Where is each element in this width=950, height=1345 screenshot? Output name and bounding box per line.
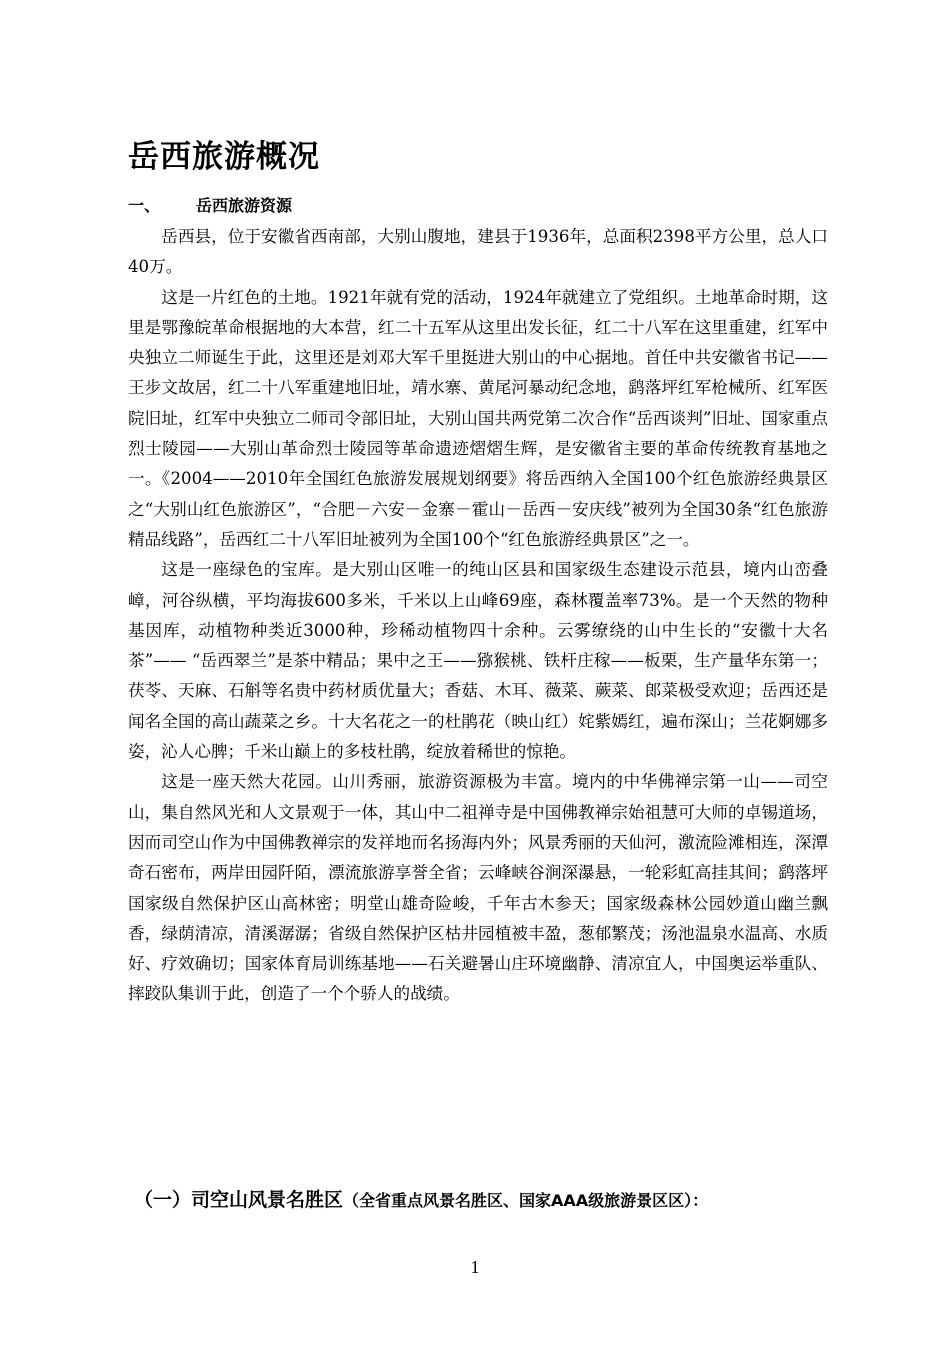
- page-number: 1: [470, 1257, 480, 1277]
- page-title: 岳西旅游概况: [128, 139, 320, 175]
- section-heading: [128, 193, 292, 219]
- paragraph-natural-garden: 这是一座天然大花园。山川秀丽，旅游资源极为丰富。境内的中华佛禅宗第一山——司空山，集自然风光和人文景观于一体，其山中二祖禅寺是中国佛教禅宗始祖慧可大师的卓锡道场，因而司空山作为中国佛教禅宗的发祥地而名扬海内外；风景秀丽的天仙河，激流险滩相连，深潭奇石密布，两岸田园阡陌，漂流旅游享誉全省；云峰峡谷涧深瀑悬，一轮彩虹高挂其间；鹞落坪国家级自然保护区山高林密；明堂山雄奇险峻，千年古木参天；国家级森林公园妙道山幽兰飘香，绿荫清凉，清溪潺潺；省级自然保护区枯井园植被丰盈，葱郁繁茂；汤池温泉水温高、水质好、疗效确切；国家体育局训练基地——石关避暑山庄环境幽静、清凉宜人，中国奥运举重队、摔跤队集训于此，创造了一个个骄人的战绩。: [128, 772, 828, 1004]
- paragraph-red-land: 这是一片红色的土地。1921年就有党的活动，1924年就建立了党组织。土地革命时期，这里是鄂豫皖革命根据地的大本营，红二十五军从这里出发长征，红二十八军在这里重建，红军中央独立二师诞生于此，这里还是刘邓大军千里挺进大别山的中心据地。首任中共安徽省书记——王步文故居，红二十八军重建地旧址，靖水寨、黄尾河暴动纪念地，鹞落坪红军枪械所、红军医院旧址，红军中央独立二师司令部旧址，大别山国共两党第二次合作“岳西谈判”旧址、国家重点烈士陵园——大别山革命烈士陵园等革命遗迹熠熠生辉，是安徽省主要的革命传统教育基地之一。《2004——2010年全国红色旅游发展规划纲要》将岳西纳入全国100个红色旅游经典景区之“大别山红色旅游区”，“合肥－六安－金寨－霍山－岳西－安庆线”被列为全国30条“红色旅游精品线路”，岳西红二十八军旧址被列为全国100个“红色旅游经典景区”之一。: [128, 287, 828, 549]
- paragraph-overview: 岳西县，位于安徽省西南部，大别山腹地，建县于1936年，总面积2398平方公里，总人口40万。: [128, 227, 828, 277]
- body-text: [128, 222, 828, 1010]
- section-number: 一、: [128, 196, 161, 215]
- paragraph-green-treasure: 这是一座绿色的宝库。是大别山区唯一的纯山区县和国家级生态建设示范县，境内山峦叠嶂，河谷纵横，平均海拔600多米，千米以上山峰69座，森林覆盖率73%。是一个天然的物种基因库，动植物种类近3000种，珍稀动植物四十余种。云雾缭绕的山中生长的“安徽十大名茶”—— “岳西翠兰”是茶中精品；果中之王——猕猴桃、铁杆庄稼——板栗，生产量华东第一；茯苓、天麻、石斛等名贵中药材质优量大；香菇、木耳、薇菜、蕨菜、郎菜极受欢迎；岳西还是闻名全国的高山蔬菜之乡。十大名花之一的杜鹃花（映山红）姹紫嫣红，遍布深山；兰花婀娜多姿，沁人心脾；千米山巅上的多枝杜鹃，绽放着稀世的惊艳。: [128, 560, 828, 762]
- subsection-heading-note: （全省重点风景名胜区、国家AAA级旅游景区区）：: [343, 1191, 709, 1210]
- section-heading-text: 岳西旅游资源: [196, 196, 293, 215]
- subsection-heading: [134, 1185, 708, 1216]
- subsection-heading-text: （一）司空山风景名胜区: [134, 1189, 344, 1211]
